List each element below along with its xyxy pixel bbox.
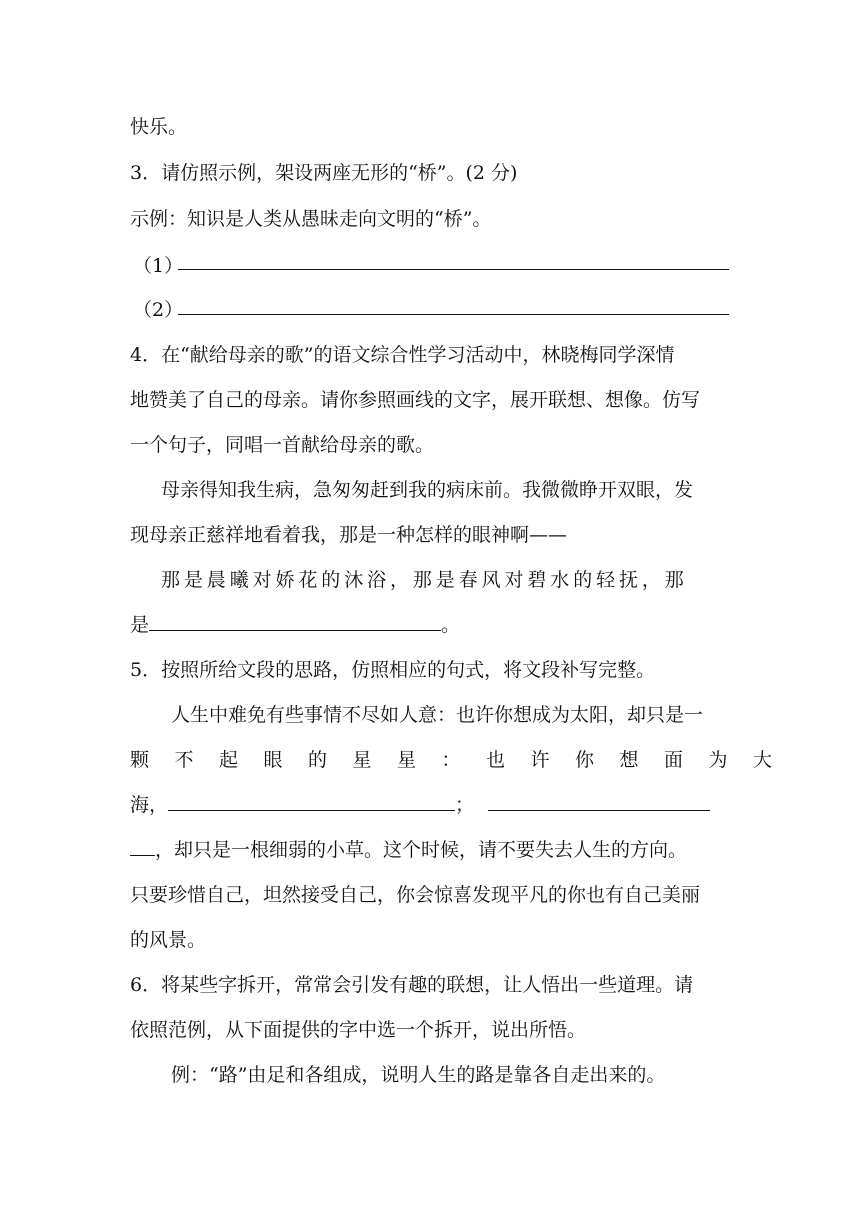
passage-line: 的风景。 [130,929,207,951]
passage-line: 人生中难免有些事情不尽如人意：也许你想成为太阳，却只是一 [171,704,704,726]
answer-blank-5-continued[interactable] [130,837,155,856]
passage-text: ； [455,794,475,816]
question-6-example: 例：“路”由足和各组成，说明人生的路是靠各自走出来的。 [171,1064,666,1086]
answer-blank-4[interactable] [168,792,455,811]
passage-line-spaced [161,567,729,593]
passage-text: 那是晨曦对娇花的沐浴，那是春风对碧水的轻抚，那 [161,569,688,591]
passage-line: 只要珍惜自己，坦然接受自己，你会惊喜发现平凡的你也有自己美丽 [130,884,701,906]
question-4-line-2: 地赞美了自己的母亲。请你参照画线的文字，展开联想、想像。仿写 [130,389,701,411]
passage-line: 现母亲正慈祥地看着我，那是一种怎样的眼神啊—— [130,524,568,546]
question-3-title: 3．请仿照示例，架设两座无形的“桥”。(2 分) [130,162,518,184]
passage-line-spaced: 颗不起眼的星星：也许你想面为大 [130,749,798,771]
blank-1-label: （1） [133,255,184,277]
answer-blank-1[interactable] [178,269,729,270]
question-4-line-3: 一个句子，同唱一首献给母亲的歌。 [130,434,435,456]
blank-2-label: （2） [133,299,184,321]
passage-text: 海， [130,794,169,816]
question-5-title: 5．按照所给文段的思路，仿照相应的句式，将文段补写完整。 [130,659,656,681]
passage-fill-line [130,837,687,863]
passage-text: 。 [441,614,461,636]
answer-blank-2[interactable] [178,314,729,315]
answer-blank-3[interactable] [149,612,441,631]
passage-fill-line [130,612,460,638]
question-4-line-1: 4．在“献给母亲的歌”的语文综合性学习活动中，林晓梅同学深情 [130,344,675,366]
text-line: 快乐。 [130,116,188,138]
passage-text: ，却只是一根细弱的小草。这个时候，请不要失去人生的方向。 [155,839,688,861]
question-6-line-1: 6．将某些字拆开，常常会引发有趣的联想，让人悟出一些道理。请 [130,974,694,996]
answer-blank-5[interactable] [488,792,710,811]
passage-line: 母亲得知我生病，急匆匆赶到我的病床前。我微微睁开双眼，发 [161,479,694,501]
passage-text: 是 [130,614,150,636]
question-6-line-2: 依照范例，从下面提供的字中选一个拆开，说出所悟。 [130,1019,587,1041]
passage-fill-line [130,792,710,818]
question-3-example: 示例：知识是人类从愚昧走向文明的“桥”。 [130,208,492,230]
